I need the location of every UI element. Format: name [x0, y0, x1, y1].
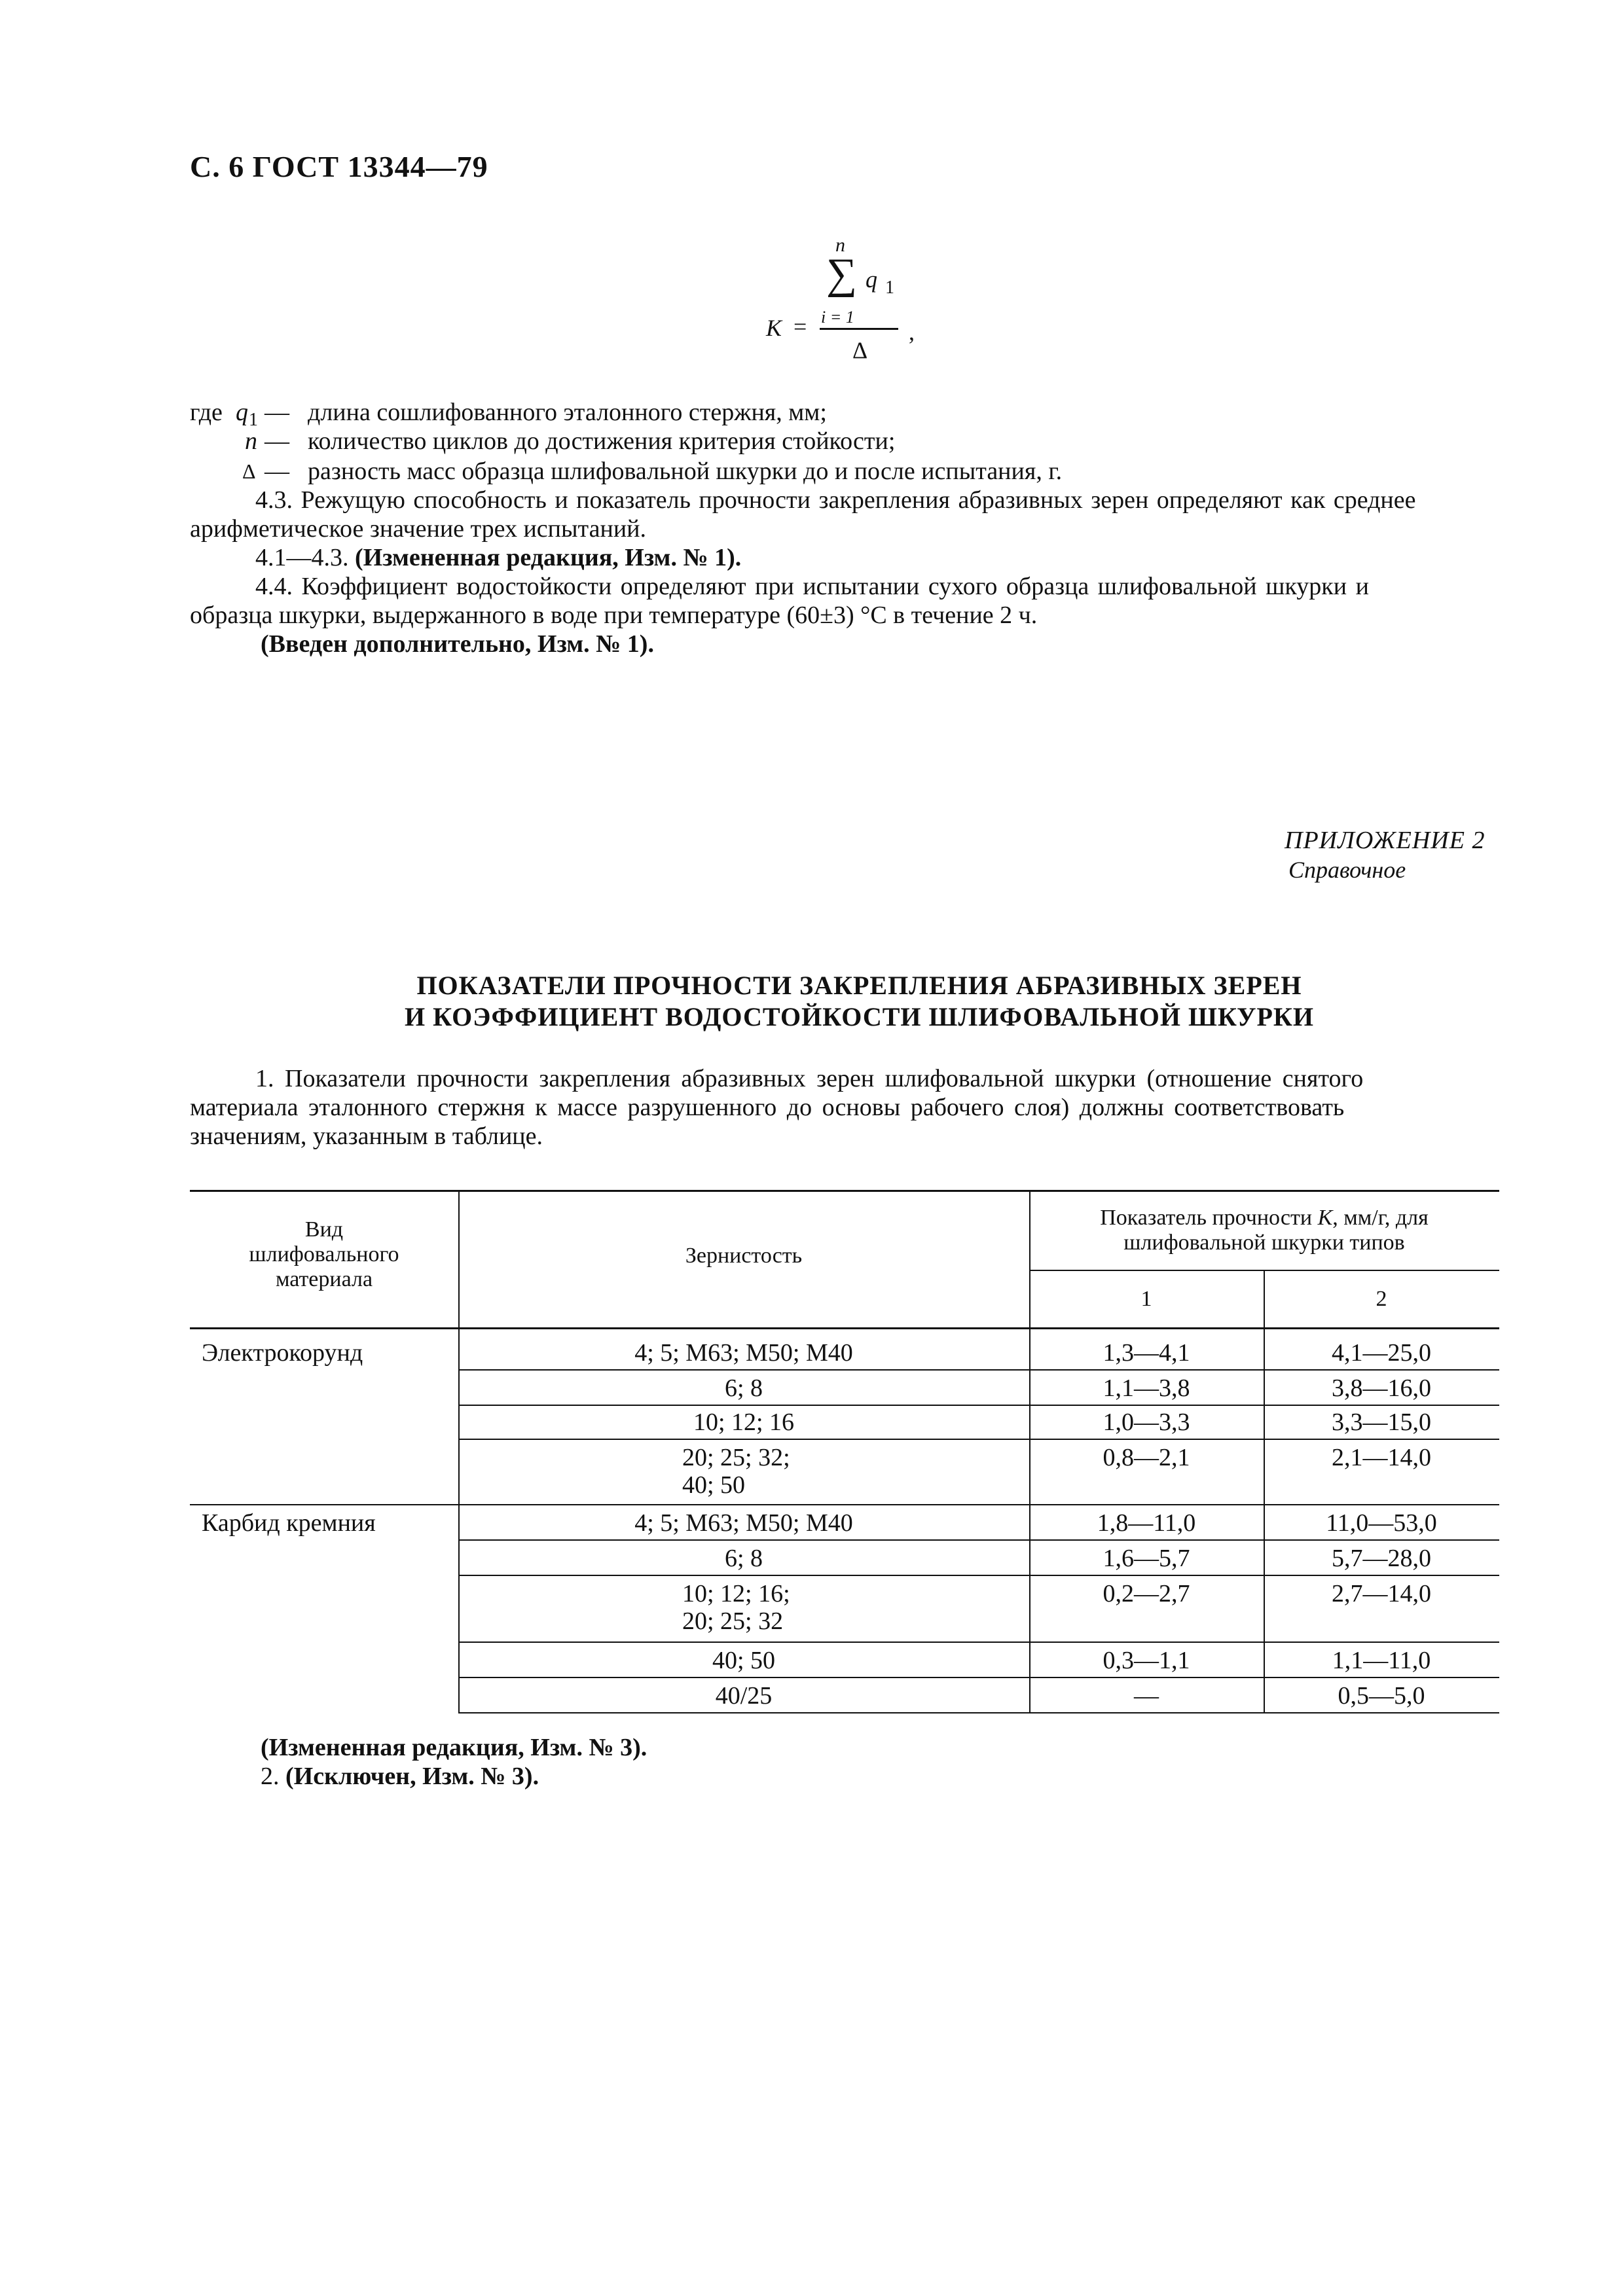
table-row-rule	[458, 1641, 1499, 1643]
formula-term-index: 1	[885, 278, 894, 298]
header-strength-k: K	[1317, 1206, 1333, 1230]
header-strength	[1029, 1206, 1499, 1255]
legend-intro: где	[190, 399, 223, 426]
table-row-rule	[458, 1439, 1499, 1440]
appendix-paragraph-1-line2: материала эталонного стержня к массе разрушенного до основы рабочего слоя) должны соответствовать	[190, 1094, 1345, 1121]
grit-cell: 6; 8	[724, 1545, 763, 1572]
grit-line: 40; 50	[682, 1471, 746, 1499]
legend-row	[0, 427, 1623, 456]
header-strength-line1	[1029, 1206, 1499, 1230]
paragraph-4-4-line1: 4.4. Коэффициент водостойкости определяют при испытании сухого образца шлифовальной шкурки и	[255, 573, 1369, 600]
appendix-sublabel: Справочное	[1288, 857, 1406, 883]
grit-line: 20; 25; 32;	[682, 1444, 790, 1471]
amendment-note-table: (Измененная редакция, Изм. № 3).	[261, 1734, 647, 1761]
type2-cell: 5,7—28,0	[1332, 1545, 1431, 1572]
table-bottom-rule	[458, 1712, 1499, 1713]
material-cell: Электрокорунд	[202, 1339, 363, 1367]
grit-cell	[682, 1444, 790, 1499]
formula-term: q	[866, 266, 877, 293]
legend-symbol-sub: 1	[249, 410, 258, 430]
type2-cell: 1,1—11,0	[1332, 1647, 1431, 1674]
paragraph-number: 2.	[261, 1763, 280, 1790]
header-grit: Зернистость	[685, 1244, 803, 1268]
page-header: С. 6 ГОСТ 13344—79	[190, 150, 488, 183]
grit-cell: 4; 5; М63; М50; М40	[634, 1509, 853, 1537]
material-cell: Карбид кремния	[202, 1509, 376, 1537]
legend-row	[0, 398, 1623, 430]
type1-cell: 1,3—4,1	[1103, 1339, 1190, 1367]
appendix-title-line2: И КОЭФФИЦИЕНТ ВОДОСТОЙКОСТИ ШЛИФОВАЛЬНОЙ ШКУРКИ	[404, 1002, 1315, 1031]
type2-cell: 11,0—53,0	[1326, 1509, 1437, 1537]
formula-denominator: Δ	[852, 337, 868, 363]
table-header-bottom-rule	[190, 1327, 1499, 1329]
table-row-rule	[458, 1677, 1499, 1678]
legend-text: разность масс образца шлифовальной шкурки до и после испытания, г.	[308, 457, 1063, 485]
grit-cell: 40/25	[715, 1682, 773, 1710]
formula-lhs: K	[766, 315, 782, 341]
paragraph-number: 4.1—4.3.	[255, 544, 349, 571]
table-top-rule	[190, 1190, 1499, 1192]
header-type-2: 2	[1376, 1287, 1387, 1311]
header-material-line: шлифовального	[249, 1242, 399, 1266]
header-material	[190, 1217, 458, 1292]
type1-cell: 1,6—5,7	[1103, 1545, 1190, 1572]
table-col-divider	[458, 1190, 460, 1713]
legend-symbol: q	[236, 399, 248, 426]
legend-symbol: Δ	[242, 459, 256, 483]
table-row-rule	[458, 1369, 1499, 1371]
formula-equals: =	[793, 314, 807, 340]
excluded-note: (Исключен, Изм. № 3).	[285, 1763, 539, 1790]
type1-cell: —	[1134, 1682, 1159, 1710]
legend-symbol: n	[245, 427, 257, 455]
table-row-rule	[458, 1405, 1499, 1406]
type2-cell: 0,5—5,0	[1338, 1682, 1425, 1710]
header-strength-line2: шлифовальной шкурки типов	[1123, 1230, 1405, 1255]
header-material-line: Вид	[304, 1217, 344, 1242]
header-strength-text: Показатель прочности	[1100, 1206, 1318, 1230]
appendix-paragraph-1-line3: значениям, указанным в таблице.	[190, 1122, 543, 1150]
type2-cell: 3,3—15,0	[1332, 1408, 1431, 1436]
formula-sum-symbol: ∑	[826, 250, 858, 298]
table-row-rule	[458, 1539, 1499, 1541]
formula-upper-limit: n	[835, 234, 845, 256]
paragraph-4-4-line2: образца шкурки, выдержанного в воде при температуре (60±3) °С в течение 2 ч.	[190, 601, 1038, 629]
type1-cell: 0,2—2,7	[1103, 1580, 1190, 1607]
table-row-rule	[458, 1575, 1499, 1576]
type1-cell: 0,3—1,1	[1103, 1647, 1190, 1674]
type1-cell: 1,0—3,3	[1103, 1408, 1190, 1436]
grit-cell: 40; 50	[712, 1647, 776, 1674]
type2-cell: 2,1—14,0	[1332, 1444, 1431, 1471]
legend-text: количество циклов до достижения критерия стойкости;	[308, 427, 896, 455]
type2-cell: 2,7—14,0	[1332, 1580, 1431, 1607]
table-group-rule	[190, 1504, 1499, 1505]
header-strength-unit: , мм/г, для	[1332, 1206, 1429, 1230]
grit-line: 20; 25; 32	[682, 1607, 784, 1635]
paragraph-4-3-line2: арифметическое значение трех испытаний.	[190, 515, 646, 543]
legend-row	[0, 457, 1623, 486]
formula-lower-limit: i = 1	[821, 308, 854, 327]
legend-dash: —	[264, 427, 289, 455]
type2-cell: 4,1—25,0	[1332, 1339, 1431, 1367]
grit-cell	[682, 1580, 790, 1635]
type2-cell: 3,8—16,0	[1332, 1374, 1431, 1402]
paragraph-4-3-line1: 4.3. Режущую способность и показатель прочности закрепления абразивных зерен определяют как среднее	[255, 486, 1416, 514]
amendment-note-4-4: (Введен дополнительно, Изм. № 1).	[261, 630, 654, 658]
type1-cell: 0,8—2,1	[1103, 1444, 1190, 1471]
legend-dash: —	[264, 457, 289, 485]
appendix-paragraph-1-line1: 1. Показатели прочности закрепления абразивных зерен шлифовальной шкурки (отношение снятого	[255, 1065, 1364, 1092]
grit-line: 10; 12; 16;	[682, 1580, 790, 1607]
legend-text: длина сошлифованного эталонного стержня, мм;	[308, 399, 827, 426]
grit-cell: 4; 5; М63; М50; М40	[634, 1339, 853, 1367]
amendment-text: (Измененная редакция, Изм. № 1).	[355, 544, 742, 571]
header-material-line: материала	[275, 1267, 373, 1291]
formula-trailing-comma: ,	[909, 319, 915, 345]
type1-cell: 1,8—11,0	[1097, 1509, 1196, 1537]
amendment-note-4-1-4-3	[255, 543, 741, 572]
type1-cell: 1,1—3,8	[1103, 1374, 1190, 1402]
appendix-title-line1: ПОКАЗАТЕЛИ ПРОЧНОСТИ ЗАКРЕПЛЕНИЯ АБРАЗИВНЫХ ЗЕРЕН	[416, 971, 1302, 1000]
appendix-label: ПРИЛОЖЕНИЕ 2	[1285, 827, 1486, 854]
grit-cell: 6; 8	[724, 1374, 763, 1402]
paragraph-2-excluded	[261, 1762, 539, 1791]
legend-dash: —	[264, 399, 289, 426]
header-type-1: 1	[1140, 1287, 1152, 1311]
formula-fraction-bar	[820, 328, 898, 330]
grit-cell: 10; 12; 16	[693, 1408, 795, 1436]
